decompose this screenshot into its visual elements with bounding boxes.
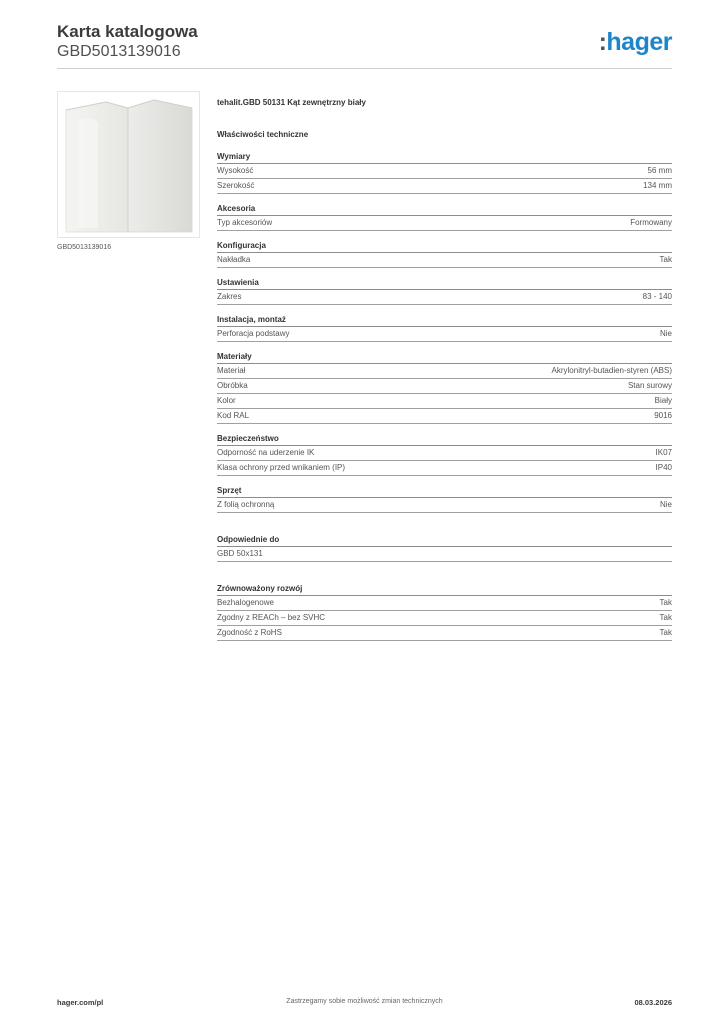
spec-row bbox=[217, 253, 672, 268]
spec-label: Zakres bbox=[217, 292, 242, 301]
section-title: Ustawienia bbox=[217, 277, 672, 290]
spec-value: Formowany bbox=[630, 218, 672, 227]
spec-label: GBD 50x131 bbox=[217, 549, 263, 558]
section-title: Bezpieczeństwo bbox=[217, 433, 672, 446]
spec-row bbox=[217, 547, 672, 562]
spec-value: Nie bbox=[659, 329, 672, 338]
logo-mark: : bbox=[598, 28, 607, 56]
section-title: Sprzęt bbox=[217, 485, 672, 498]
spec-value: 9016 bbox=[654, 411, 672, 420]
spec-value: 134 mm bbox=[643, 181, 672, 190]
product-image bbox=[57, 91, 200, 238]
spec-value: Stan surowy bbox=[627, 381, 672, 390]
spec-row bbox=[217, 409, 672, 424]
spec-row bbox=[217, 290, 672, 305]
spec-label: Nakładka bbox=[217, 255, 251, 264]
spec-row bbox=[217, 626, 672, 641]
section-sustainability bbox=[217, 583, 672, 641]
tech-properties-heading: Właściwości techniczne bbox=[217, 130, 309, 139]
section-safety bbox=[217, 433, 672, 476]
header-divider bbox=[57, 68, 672, 69]
spec-value: Tak bbox=[659, 628, 672, 637]
spec-label: Kod RAL bbox=[217, 411, 250, 420]
spec-row bbox=[217, 596, 672, 611]
spec-label: Materiał bbox=[217, 366, 246, 375]
section-dimensions bbox=[217, 151, 672, 194]
section-materials bbox=[217, 351, 672, 424]
spec-label: Typ akcesoriów bbox=[217, 218, 273, 227]
spec-value: 56 mm bbox=[647, 166, 672, 175]
spec-row bbox=[217, 179, 672, 194]
spec-row bbox=[217, 394, 672, 409]
hager-logo bbox=[599, 28, 672, 56]
spec-value: IK07 bbox=[655, 448, 672, 457]
spec-label: Obróbka bbox=[217, 381, 248, 390]
document-title: Karta katalogowa bbox=[57, 22, 198, 41]
footer-date: 08.03.2026 bbox=[634, 998, 672, 1007]
section-suitable-for bbox=[217, 534, 672, 562]
spec-label: Bezhalogenowe bbox=[217, 598, 274, 607]
spec-label: Kolor bbox=[217, 396, 236, 405]
section-title: Konfiguracja bbox=[217, 240, 672, 253]
section-installation bbox=[217, 314, 672, 342]
spec-value: Tak bbox=[659, 598, 672, 607]
section-title: Akcesoria bbox=[217, 203, 672, 216]
product-title: tehalit.GBD 50131 Kąt zewnętrzny biały bbox=[217, 98, 366, 107]
section-equipment bbox=[217, 485, 672, 513]
section-configuration bbox=[217, 240, 672, 268]
product-code: GBD5013139016 bbox=[57, 43, 181, 60]
spec-value: Tak bbox=[659, 255, 672, 264]
page-header bbox=[57, 22, 672, 70]
section-title: Zrównoważony rozwój bbox=[217, 583, 672, 596]
image-caption: GBD5013139016 bbox=[57, 244, 112, 251]
section-title: Odpowiednie do bbox=[217, 534, 672, 547]
spec-label: Klasa ochrony przed wnikaniem (IP) bbox=[217, 463, 346, 472]
spec-row bbox=[217, 498, 672, 513]
spec-value: Biały bbox=[654, 396, 672, 405]
spec-row bbox=[217, 379, 672, 394]
spec-row bbox=[217, 461, 672, 476]
footer-website: hager.com/pl bbox=[57, 998, 104, 1007]
spec-value: 83 - 140 bbox=[642, 292, 672, 301]
spec-label: Zgodność z RoHS bbox=[217, 628, 282, 637]
spec-row bbox=[217, 327, 672, 342]
spec-label: Zgodny z REACh – bez SVHC bbox=[217, 613, 326, 622]
page-footer bbox=[57, 998, 672, 1010]
spec-value: Tak bbox=[659, 613, 672, 622]
spec-label: Szerokość bbox=[217, 181, 255, 190]
spec-content bbox=[217, 97, 672, 650]
section-title: Materiały bbox=[217, 351, 672, 364]
spec-label: Perforacja podstawy bbox=[217, 329, 290, 338]
spec-value: Nie bbox=[659, 500, 672, 509]
logo-word: hager bbox=[606, 28, 672, 56]
section-title: Wymiary bbox=[217, 151, 672, 164]
spec-row bbox=[217, 611, 672, 626]
section-title: Instalacja, montaż bbox=[217, 314, 672, 327]
section-settings bbox=[217, 277, 672, 305]
spec-label: Odporność na uderzenie IK bbox=[217, 448, 315, 457]
footer-disclaimer: Zastrzegamy sobie możliwość zmian technicznych bbox=[286, 998, 443, 1005]
spec-row bbox=[217, 446, 672, 461]
spec-label: Wysokość bbox=[217, 166, 254, 175]
spec-row bbox=[217, 216, 672, 231]
spec-row bbox=[217, 364, 672, 379]
spec-value: IP40 bbox=[655, 463, 672, 472]
corner-duct-icon bbox=[58, 92, 199, 237]
spec-row bbox=[217, 164, 672, 179]
section-accessories bbox=[217, 203, 672, 231]
spec-label: Z folią ochronną bbox=[217, 500, 275, 509]
spec-value: Akrylonitryl-butadien-styren (ABS) bbox=[551, 366, 672, 375]
